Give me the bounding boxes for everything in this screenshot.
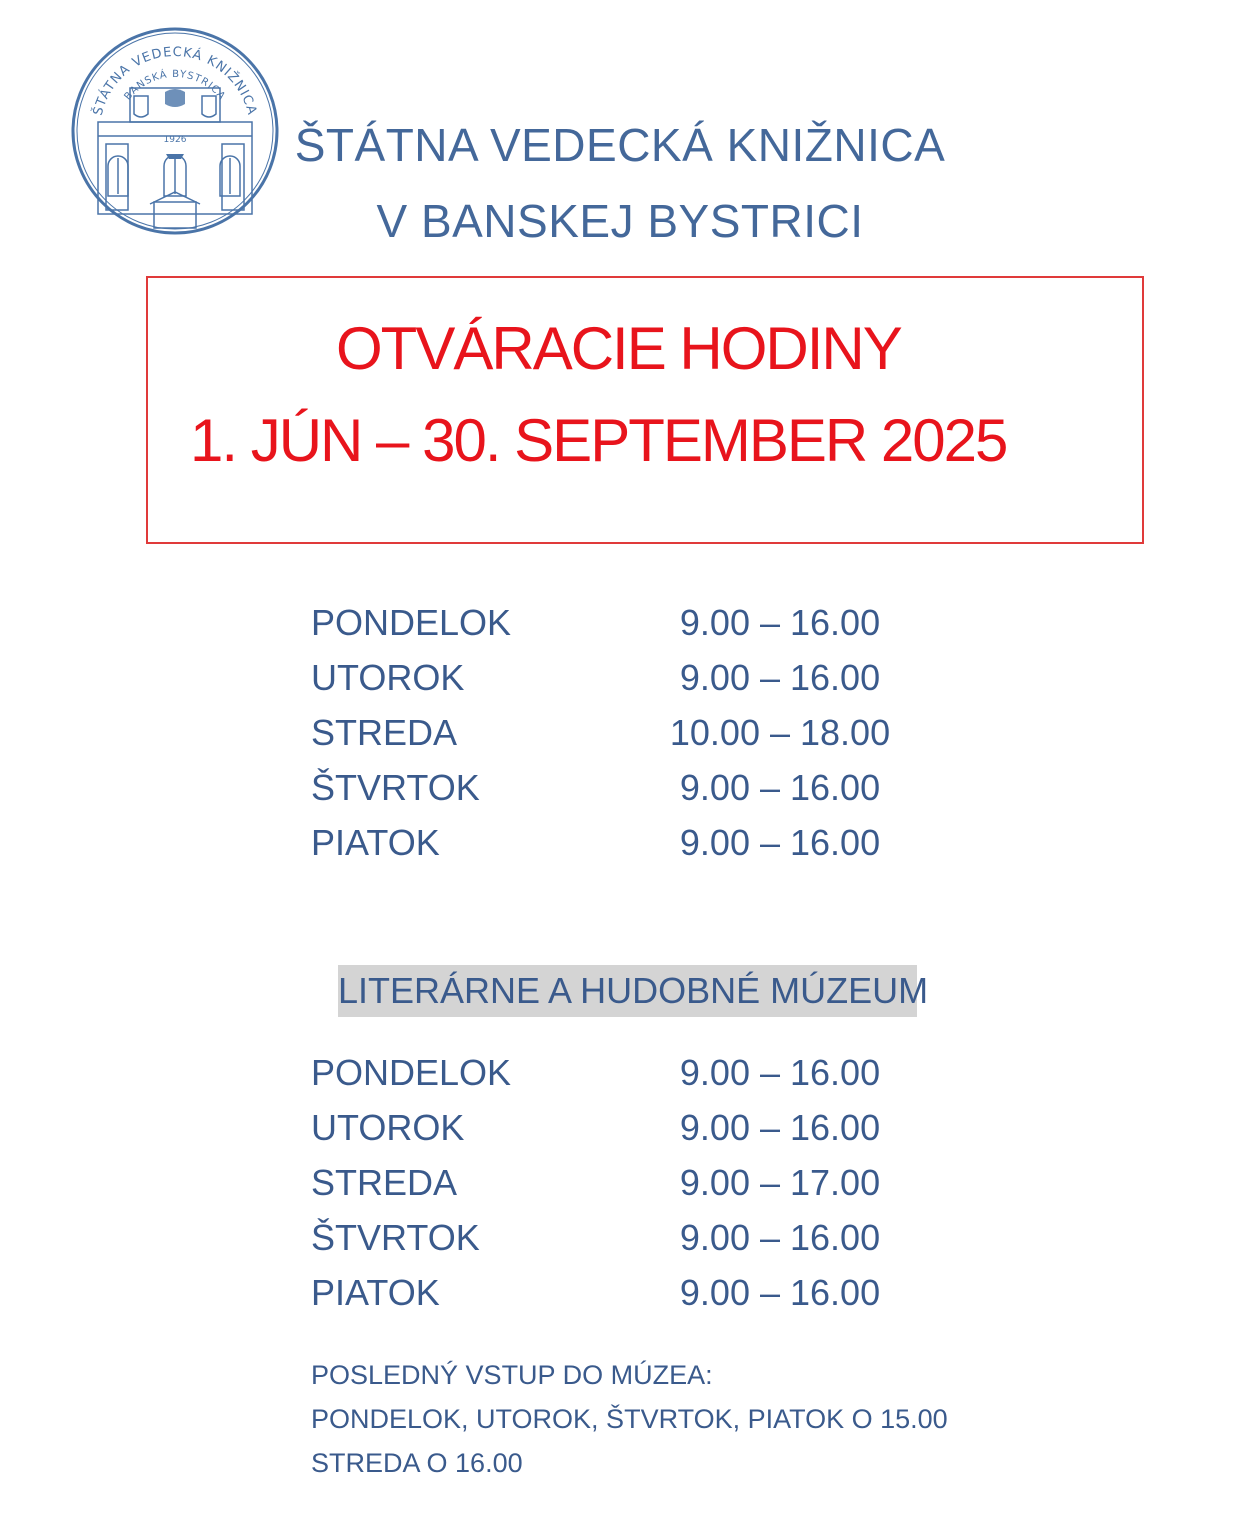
library-hours-row bbox=[0, 767, 1240, 822]
museum-hours-row bbox=[0, 1052, 1240, 1107]
seal-ring-text: ŠTÁTNA VEDECKÁ KNIŽNICA bbox=[90, 44, 260, 118]
time-range: 9.00 – 16.00 bbox=[679, 657, 881, 698]
time-range: 9.00 – 16.00 bbox=[679, 1107, 881, 1148]
day-label: PIATOK bbox=[311, 1272, 440, 1313]
museum-hours-row bbox=[0, 1217, 1240, 1272]
day-label: UTOROK bbox=[311, 1107, 465, 1148]
time-range: 9.00 – 16.00 bbox=[679, 1217, 881, 1258]
museum-hours-row bbox=[0, 1162, 1240, 1217]
time-range: 9.00 – 16.00 bbox=[679, 1052, 881, 1093]
last-entry-wednesday: STREDA O 16.00 bbox=[311, 1448, 523, 1478]
library-hours-row bbox=[0, 602, 1240, 657]
opening-hours-period: 1. JÚN – 30. SEPTEMBER 2025 bbox=[190, 407, 1007, 474]
day-label: ŠTVRTOK bbox=[311, 1217, 480, 1258]
last-entry-weekdays: PONDELOK, UTOROK, ŠTVRTOK, PIATOK O 15.00 bbox=[311, 1404, 948, 1434]
day-label: PONDELOK bbox=[311, 1052, 512, 1093]
day-label: PONDELOK bbox=[311, 602, 512, 643]
day-label: ŠTVRTOK bbox=[311, 767, 480, 808]
library-hours-row bbox=[0, 657, 1240, 712]
day-label: STREDA bbox=[311, 712, 458, 753]
day-label: PIATOK bbox=[311, 822, 440, 863]
seal-year: 1926 bbox=[163, 135, 187, 145]
time-range: 9.00 – 16.00 bbox=[679, 767, 881, 808]
day-label: STREDA bbox=[311, 1162, 458, 1203]
day-label: UTOROK bbox=[311, 657, 465, 698]
opening-hours-title: OTVÁRACIE HODINY bbox=[336, 315, 901, 382]
museum-hours-row bbox=[0, 1272, 1240, 1327]
time-range: 9.00 – 17.00 bbox=[679, 1162, 881, 1203]
library-hours-row bbox=[0, 712, 1240, 767]
org-name-line1: ŠTÁTNA VEDECKÁ KNIŽNICA bbox=[294, 119, 946, 171]
museum-hours-row bbox=[0, 1107, 1240, 1162]
library-hours-row bbox=[0, 822, 1240, 877]
museum-heading: LITERÁRNE A HUDOBNÉ MÚZEUM bbox=[338, 965, 917, 1017]
time-range: 9.00 – 16.00 bbox=[679, 822, 881, 863]
time-range: 9.00 – 16.00 bbox=[679, 1272, 881, 1313]
org-name-line2: V BANSKEJ BYSTRICI bbox=[376, 195, 864, 247]
seal-sub-text: BANSKÁ BYSTRICA bbox=[122, 68, 228, 103]
library-seal-logo bbox=[70, 26, 280, 236]
last-entry-label: POSLEDNÝ VSTUP DO MÚZEA: bbox=[311, 1360, 713, 1390]
time-range: 10.00 – 18.00 bbox=[669, 712, 891, 753]
time-range: 9.00 – 16.00 bbox=[679, 602, 881, 643]
